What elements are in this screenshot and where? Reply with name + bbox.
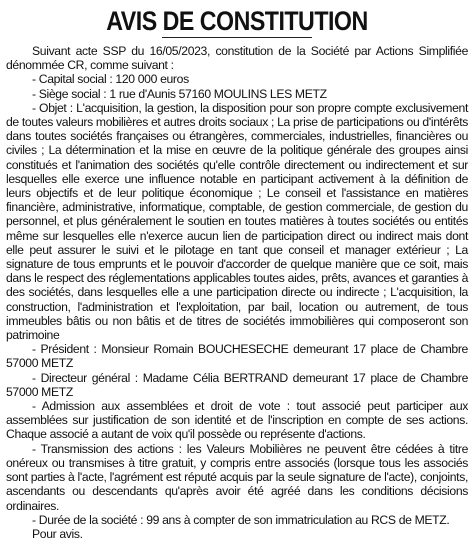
share-transfer-item: - Transmission des actions : les Valeurs Mobilières ne peuvent être cédées à titre onéreux ou transmises à titre gratuit, y compris entre associés (lorsque tous les associés sont parties à l'acte, l'agrément est réputé acquis par la seule signature de l'acte), conjoints, ascendants ou descendants qu'après avoir été agréé dans les conditions décisions ordinaires. bbox=[6, 441, 468, 513]
purpose-item: - Objet : L'acquisition, la gestion, la disposition pour son propre compte exclusivement de toutes valeurs mobilières et autres droits sociaux ; La prise de participations ou d'intérêts dans toutes sociétés françaises ou étrangères, commerciales, industrielles, financières ou civiles ; La détermination et la mise en œuvre de la politique générale des groupes ainsi constitués et l'animation des sociétés qu'elle contrôle directement ou indirectement et sur lesquelles elle exerce une influence notable en participant activement à la définition de leurs objectifs et de leur politique économique ; Le conseil et l'assistance en matières financière, administrative, informatique, comptable, de gestion commerciale, de gestion du personnel, et plus généralement le soutien en toutes matières à toutes sociétés ou entités même sur lesquelles elle n'exerce aucun lien de participation direct ou indirect mais dont elle peut assurer le suivi et le pilotage en tant que conseil et manager extérieur ; La signature de tous emprunts et le pouvoir d'accorder de quelque manière que ce soit, mais dans le respect des réglementations applicables toutes aides, prêts, avances et garanties à des sociétés, dans lesquelles elle a une participation directe ou indirecte ; L'acquisition, la construction, l'administration et l'exploitation, par bail, location ou autrement, de tous immeubles bâtis ou non bâtis et de titres de sociétés immobilières qui composeront son patrimoine bbox=[6, 100, 468, 343]
president-item: - Président : Monsieur Romain BOUCHESECHE demeurant 17 place de Chambre 57000 METZ bbox=[6, 342, 468, 371]
notice-body bbox=[6, 44, 468, 541]
general-director-item: - Directeur général : Madame Célia BERTRAND demeurant 17 place de Chambre 57000 METZ bbox=[6, 370, 468, 399]
registered-office-item: - Siège social : 1 rue d'Aunis 57160 MOULINS LES METZ bbox=[32, 86, 327, 101]
closing-line: Pour avis. bbox=[32, 526, 83, 541]
title-underline bbox=[162, 37, 312, 38]
duration-item: - Durée de la société : 99 ans à compter de son immatriculation au RCS de METZ. bbox=[32, 512, 450, 527]
voting-rights-item: - Admission aux assemblées et droit de vote : tout associé peut participer aux assemblées sur justification de son identité et de l'inscription en compte de ses actions. Chaque associé a autant de voix qu'il possède ou représente d'actions. bbox=[6, 399, 468, 442]
intro-paragraph: Suivant acte SSP du 16/05/2023, constitution de la Société par Actions Simplifiée dénommée CR, comme suivant : bbox=[6, 44, 468, 73]
capital-item: - Capital social : 120 000 euros bbox=[32, 72, 189, 87]
notice-title: AVIS DE CONSTITUTION bbox=[106, 6, 368, 36]
